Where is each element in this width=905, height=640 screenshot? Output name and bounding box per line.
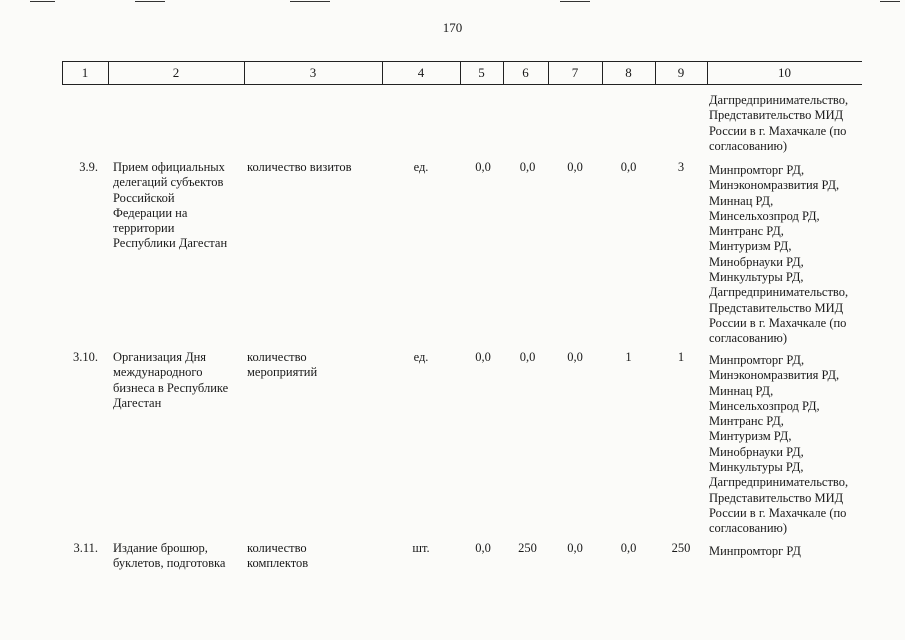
responsible-executors: Минпромторг РД, Минэкономразвития РД, Миннац РД, Минсельхозпрод РД, Минтранс РД, Минтуризм РД, Минобрнауки РД, Минкультуры РД, Дагпредпринимательство, Представительство МИД России в г. Махачкале (по согласованию) [709, 163, 849, 346]
column-header: 7 [571, 65, 579, 80]
scan-artifact [880, 1, 900, 2]
indicator: количество комплектов [247, 541, 309, 571]
continued-responsible-cell: Дагпредпринимательство, Представительство МИД России в г. Махачкале (по согласованию) [709, 93, 849, 153]
value-col6: 0,0 [519, 160, 536, 174]
value-col9: 250 [671, 541, 691, 555]
unit: шт. [412, 541, 430, 555]
unit: ед. [413, 350, 429, 364]
column-header: 5 [478, 65, 485, 80]
column-header: 8 [625, 65, 632, 80]
value-col6: 250 [518, 541, 537, 555]
page-number: 170 [442, 20, 463, 35]
responsible-executors: Минпромторг РД [709, 544, 801, 558]
value-col9: 3 [677, 160, 685, 174]
row-number: 3.11. [73, 541, 98, 555]
column-header: 9 [677, 65, 685, 80]
column-header: 1 [81, 65, 89, 80]
scan-artifact [560, 1, 590, 2]
value-col7: 0,0 [567, 541, 583, 555]
value-col8: 1 [625, 350, 632, 364]
scan-artifact [135, 1, 165, 2]
value-col6: 0,0 [519, 350, 536, 364]
measure-name: Прием официальных делегаций субъектов Российской Федерации на территории Республики Дагестан [113, 160, 228, 251]
column-header: 2 [172, 65, 180, 80]
unit: ед. [413, 160, 429, 174]
scan-artifact [30, 1, 55, 2]
column-header: 3 [309, 65, 317, 80]
indicator: количество мероприятий [247, 350, 318, 380]
column-header: 10 [778, 65, 791, 80]
value-col5: 0,0 [475, 160, 491, 174]
row-number: 3.10. [73, 350, 98, 364]
measure-name: Издание брошюр, буклетов, подготовка [113, 541, 226, 571]
value-col5: 0,0 [475, 350, 491, 364]
responsible-executors: Минпромторг РД, Минэкономразвития РД, Миннац РД, Минсельхозпрод РД, Минтранс РД, Минтуризм РД, Минобрнауки РД, Минкультуры РД, Дагпредпринимательство, Представительство МИД России в г. Махачкале (по согласованию) [709, 353, 849, 536]
value-col9: 1 [677, 350, 685, 364]
value-col7: 0,0 [567, 160, 583, 174]
header-bottom-border [62, 84, 862, 85]
measure-name: Организация Дня международного бизнеса в Республике Дагестан [113, 350, 229, 410]
value-col7: 0,0 [567, 350, 583, 364]
row-number: 3.9. [79, 160, 98, 174]
column-header: 4 [417, 65, 425, 80]
value-col8: 0,0 [620, 160, 637, 174]
value-col5: 0,0 [475, 541, 491, 555]
indicator: количество визитов [247, 160, 352, 174]
scan-artifact [290, 1, 330, 2]
value-col8: 0,0 [620, 541, 637, 555]
column-header: 6 [522, 65, 529, 80]
